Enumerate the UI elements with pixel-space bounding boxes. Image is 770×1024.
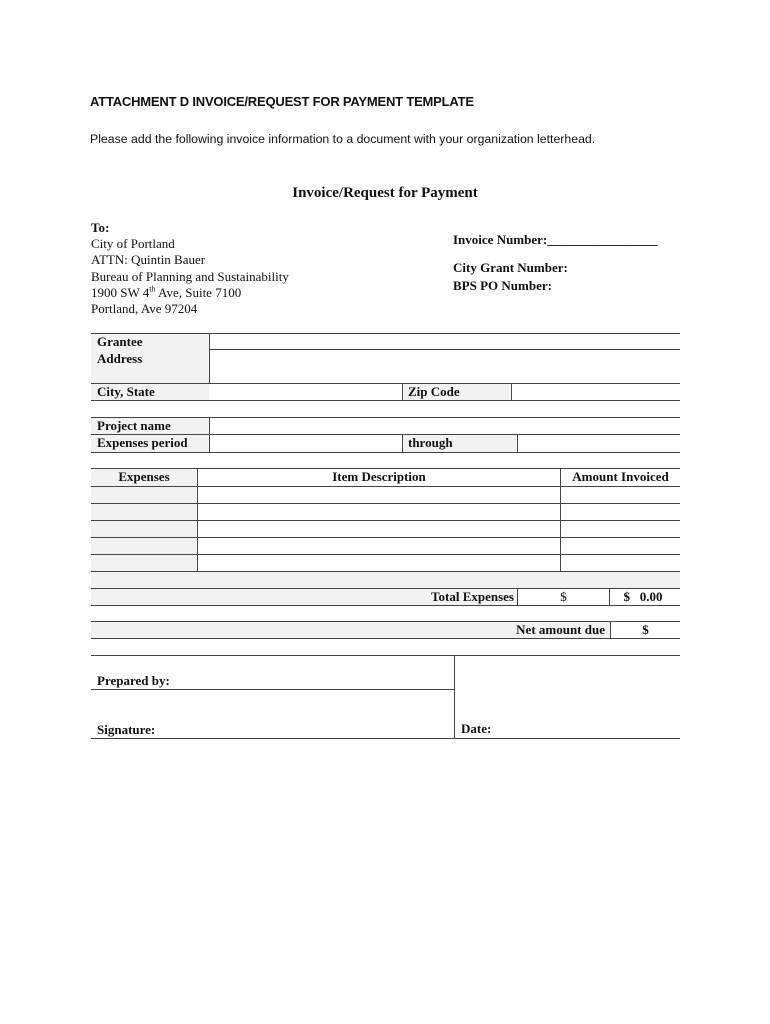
rule xyxy=(209,333,210,384)
zip-code-input[interactable] xyxy=(513,384,679,399)
amount-invoiced-input[interactable] xyxy=(561,555,679,570)
address-line-2: ATTN: Quintin Bauer xyxy=(91,252,206,268)
address-input[interactable] xyxy=(211,350,679,382)
document-instruction: Please add the following invoice information to a document with your organization letterhead. xyxy=(90,132,596,146)
amount-invoiced-column-header: Amount Invoiced xyxy=(572,469,669,484)
spacer-row-shade xyxy=(91,571,680,588)
amount-invoiced-input[interactable] xyxy=(561,487,679,502)
total-amount-value: $ 0.00 xyxy=(623,589,663,604)
item-description-input[interactable] xyxy=(198,504,559,519)
date-label: Date: xyxy=(461,721,492,736)
to-label: To: xyxy=(91,220,110,235)
rule xyxy=(91,571,680,572)
signature-input[interactable] xyxy=(200,691,452,737)
net-amount-due-label: Net amount due xyxy=(516,622,605,637)
expenses-period-start-input[interactable] xyxy=(211,435,401,451)
address-line-3: Bureau of Planning and Sustainability xyxy=(91,268,289,284)
item-description-input[interactable] xyxy=(198,555,559,570)
expenses-column-header: Expenses xyxy=(118,469,170,484)
amount-invoiced-input[interactable] xyxy=(561,504,679,519)
item-description-input[interactable] xyxy=(198,538,559,553)
amount-invoiced-input[interactable] xyxy=(561,538,679,553)
rule xyxy=(402,383,403,400)
project-name-input[interactable] xyxy=(211,418,679,433)
address-line-1: City of Portland xyxy=(91,236,175,252)
prepared-by-input[interactable] xyxy=(200,657,452,688)
street-suffix: th xyxy=(149,284,156,294)
rule xyxy=(91,638,680,639)
rule xyxy=(91,738,680,739)
total-expenses-label: Total Expenses xyxy=(431,589,514,604)
invoice-number-field[interactable]: Invoice Number:_________________ xyxy=(453,232,658,247)
rule xyxy=(209,417,210,452)
grantee-input[interactable] xyxy=(211,334,679,348)
project-name-label: Project name xyxy=(97,418,171,433)
date-input[interactable] xyxy=(500,657,679,737)
rule xyxy=(91,655,680,656)
rule xyxy=(511,383,512,400)
item-description-column-header: Item Description xyxy=(332,469,426,484)
address-label: Address xyxy=(97,351,143,366)
rule xyxy=(517,434,518,452)
address-line-4 xyxy=(91,285,289,301)
rule xyxy=(91,689,454,690)
expenses-period-label: Expenses period xyxy=(97,435,188,450)
rule xyxy=(454,655,455,738)
rule xyxy=(402,434,403,452)
prepared-by-label: Prepared by: xyxy=(97,673,170,688)
city-grant-number-label: City Grant Number: xyxy=(453,260,568,275)
expenses-period-end-input[interactable] xyxy=(519,435,679,451)
rule xyxy=(91,605,680,606)
rule xyxy=(91,452,680,453)
signature-label: Signature: xyxy=(97,722,156,737)
amount-invoiced-input[interactable] xyxy=(561,521,679,536)
through-label: through xyxy=(408,435,453,450)
form-title: Invoice/Request for Payment xyxy=(292,185,478,201)
net-currency: $ xyxy=(642,622,649,637)
city-state-input[interactable] xyxy=(211,384,401,399)
grantee-label: Grantee xyxy=(97,334,143,349)
document-heading: ATTACHMENT D INVOICE/REQUEST FOR PAYMENT TEMPLATE xyxy=(90,94,474,109)
address-line-5: Portland, Ave 97204 xyxy=(91,301,198,317)
rule xyxy=(91,400,680,401)
total-currency: $ xyxy=(560,589,567,604)
city-state-label: City, State xyxy=(97,384,155,399)
item-description-input[interactable] xyxy=(198,521,559,536)
street-number: 1900 SW 4 xyxy=(91,284,150,300)
bps-po-number-label: BPS PO Number: xyxy=(453,278,552,293)
street-rest: Ave, Suite 7100 xyxy=(155,284,242,300)
rule xyxy=(609,588,610,605)
item-description-input[interactable] xyxy=(198,487,559,502)
recipient-address xyxy=(91,220,289,317)
zip-code-label: Zip Code xyxy=(408,384,460,399)
